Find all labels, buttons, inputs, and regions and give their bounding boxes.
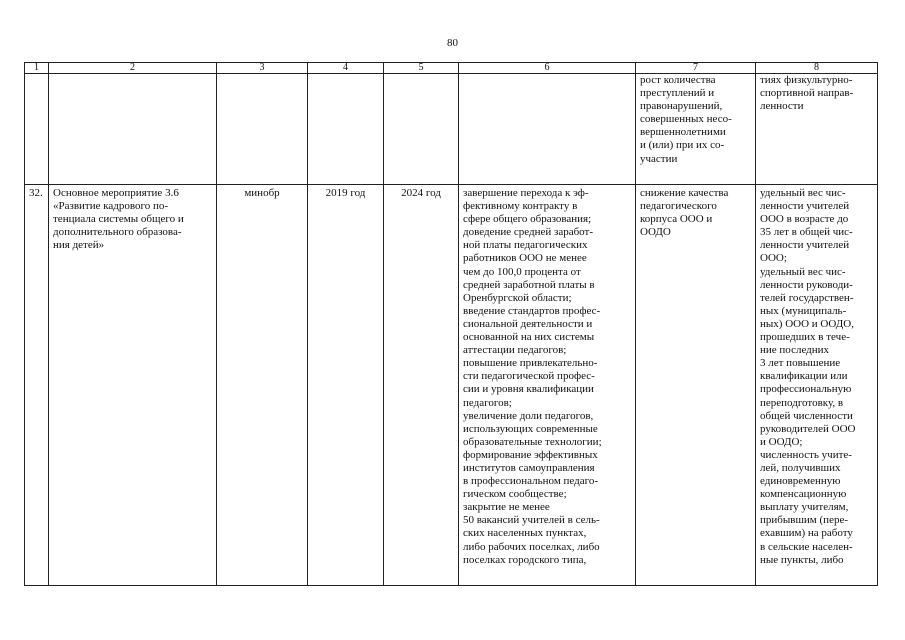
text-line: педагогического xyxy=(640,200,717,213)
indicators-cell xyxy=(756,74,878,185)
text-line: ние последних xyxy=(760,344,830,357)
text-line: ной платы педагогических xyxy=(463,239,588,252)
text-line: 35 лет в общей чис- xyxy=(760,226,853,239)
text-line: использующих современные xyxy=(463,422,598,435)
column-number: 5 xyxy=(384,63,459,74)
column-number-row xyxy=(25,63,878,74)
text-line: в сельские населен- xyxy=(760,540,853,553)
text-line: чем до 100,0 процента от xyxy=(463,265,581,278)
executor-cell: минобр xyxy=(217,185,308,586)
text-line: ских населенных пунктах, xyxy=(463,527,587,540)
text-line: прошедших в тече- xyxy=(760,331,850,344)
text-line: закрытие не менее xyxy=(463,501,550,514)
empty-cell xyxy=(459,74,636,185)
text-line: ехавшим) на работу xyxy=(760,527,853,540)
empty-cell xyxy=(384,74,459,185)
empty-cell xyxy=(217,74,308,185)
column-number: 7 xyxy=(636,63,756,74)
continuation-row xyxy=(25,74,878,185)
text-line: завершение перехода к эф- xyxy=(463,187,589,199)
text-line: средней заработной платы в xyxy=(463,278,595,291)
text-line: тиях физкультурно- xyxy=(760,74,853,86)
text-line: телей государствен- xyxy=(760,291,854,304)
text-line: ния детей» xyxy=(53,239,105,252)
empty-cell xyxy=(308,74,384,185)
text-line: Основное мероприятие 3.6 xyxy=(53,187,179,199)
end-year-cell: 2024 год xyxy=(384,185,459,586)
expected-results-cell xyxy=(459,185,636,586)
text-line: ООО; xyxy=(760,252,787,265)
text-line: сиональной деятельности и xyxy=(463,317,593,330)
text-line: педагогов; xyxy=(463,396,512,409)
text-line: компенсационную xyxy=(760,488,847,501)
text-line: численность учите- xyxy=(760,448,852,461)
text-line: корпуса ООО и xyxy=(640,213,713,226)
column-number: 6 xyxy=(459,63,636,74)
text-line: ные пункты, либо xyxy=(760,553,844,566)
text-line: спортивной направ- xyxy=(760,87,854,100)
text-line: правонарушений, xyxy=(640,100,723,113)
text-line: рост количества xyxy=(640,74,716,86)
text-line: гическом сообществе; xyxy=(463,488,567,501)
text-line: удельный вес чис- xyxy=(760,265,846,278)
text-line: институтов самоуправления xyxy=(463,461,595,474)
text-line: поселках городского типа, xyxy=(463,553,587,566)
text-line: ленности учителей xyxy=(760,200,850,213)
text-line: ООО в возрасте до xyxy=(760,213,849,226)
text-line: участии xyxy=(640,152,678,165)
text-line: увеличение доли педагогов, xyxy=(463,409,594,422)
column-number: 2 xyxy=(49,63,217,74)
text-line: фективному контракту в xyxy=(463,200,578,213)
text-line: дополнительного образова- xyxy=(53,226,182,239)
empty-cell xyxy=(49,74,217,185)
text-line: удельный вес чис- xyxy=(760,187,846,199)
text-line: профессиональную xyxy=(760,383,852,396)
text-line: ных (муниципаль- xyxy=(760,304,847,317)
text-line: общей численности xyxy=(760,409,853,422)
text-line: образовательные технологии; xyxy=(463,435,602,448)
measures-table xyxy=(24,62,878,586)
text-line: ленности руководи- xyxy=(760,278,853,291)
text-line: Оренбургской области; xyxy=(463,291,572,304)
consequences-cell xyxy=(636,185,756,586)
row-number: 32. xyxy=(25,185,49,586)
text-line: ных) ООО и ООДО, xyxy=(760,317,854,330)
table-row xyxy=(25,185,878,586)
text-line: руководителей ООО xyxy=(760,422,856,435)
text-line: либо рабочих поселках, либо xyxy=(463,540,600,553)
text-line: 50 вакансий учителей в сель- xyxy=(463,514,600,527)
text-line: «Развитие кадрового по- xyxy=(53,200,169,213)
page-number: 80 xyxy=(447,37,458,49)
text-line: выплату учителям, xyxy=(760,501,849,514)
text-line: доведение средней заработ- xyxy=(463,226,594,239)
column-number: 4 xyxy=(308,63,384,74)
text-line: сии и уровня квалификации xyxy=(463,383,594,396)
column-number: 3 xyxy=(217,63,308,74)
text-line: и (или) при их со- xyxy=(640,139,725,152)
text-line: аттестации педагогов; xyxy=(463,344,567,357)
text-line: совершенных несо- xyxy=(640,113,732,126)
text-line: тенциала системы общего и xyxy=(53,213,184,226)
text-line: работников ООО не менее xyxy=(463,252,587,265)
text-line: прибывшим (пере- xyxy=(760,514,848,527)
text-line: лей, получивших xyxy=(760,461,841,474)
empty-cell xyxy=(25,74,49,185)
text-line: единовременную xyxy=(760,475,841,488)
text-line: снижение качества xyxy=(640,187,729,199)
text-line: введение стандартов профес- xyxy=(463,304,601,317)
indicators-cell xyxy=(756,185,878,586)
measure-title-cell xyxy=(49,185,217,586)
text-line: повышение привлекательно- xyxy=(463,357,598,370)
text-line: ленности учителей xyxy=(760,239,850,252)
start-year-cell: 2019 год xyxy=(308,185,384,586)
text-line: в профессиональном педаго- xyxy=(463,475,599,488)
text-line: переподготовку, в xyxy=(760,396,844,409)
column-number: 8 xyxy=(756,63,878,74)
text-line: ленности xyxy=(760,100,804,113)
text-line: ООДО xyxy=(640,226,671,239)
text-line: 3 лет повышение xyxy=(760,357,841,370)
text-line: формирование эффективных xyxy=(463,448,598,461)
text-line: и ООДО; xyxy=(760,435,803,448)
column-number: 1 xyxy=(25,63,49,74)
text-line: сти педагогической профес- xyxy=(463,370,595,383)
text-line: сфере общего образования; xyxy=(463,213,592,226)
text-line: преступлений и xyxy=(640,87,715,100)
text-line: вершеннолетними xyxy=(640,126,726,139)
text-line: квалификации или xyxy=(760,370,848,383)
text-line: основанной на них системы xyxy=(463,331,595,344)
consequences-cell xyxy=(636,74,756,185)
